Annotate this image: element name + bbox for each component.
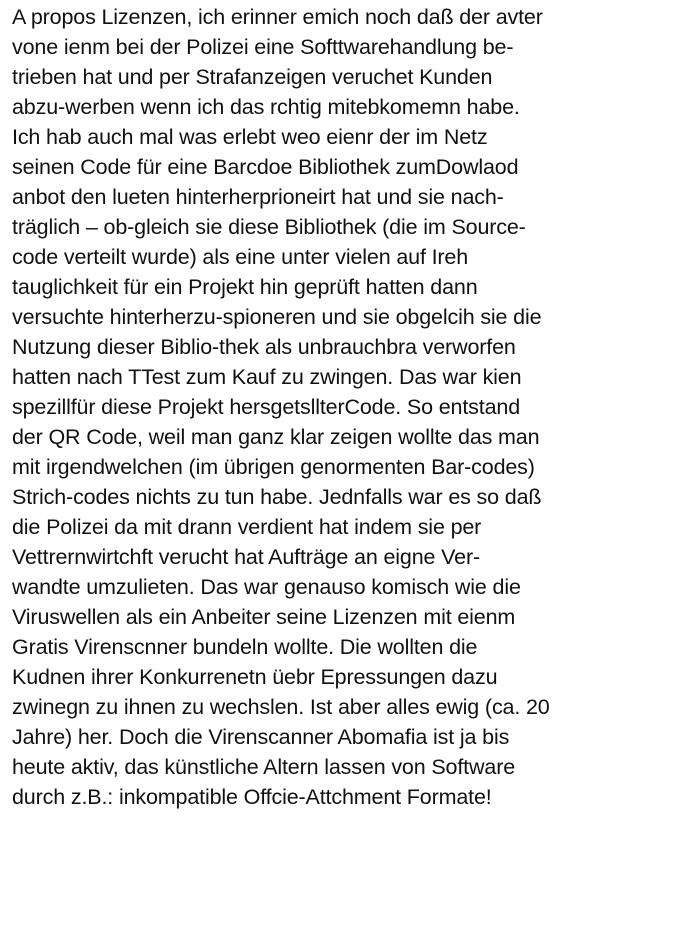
text-line: spezillfür diese Projekt hersgetsllterCode. So entstand	[12, 395, 521, 419]
text-line: die Polizei da mit drann verdient hat indem sie per	[12, 515, 482, 539]
text-line: wandte umzulieten. Das war genauso komisch wie die	[12, 575, 521, 599]
text-line: trieben hat und per Strafanzeigen veruchet Kunden	[12, 65, 493, 89]
text-line: tauglichkeit für ein Projekt hin geprüft hatten dann	[12, 275, 478, 299]
text-line: hatten nach TTest zum Kauf zu zwingen. Das war kien	[12, 365, 522, 389]
text-line: Strich-codes nichts zu tun habe. Jednfalls war es so daß	[12, 485, 542, 509]
text-line: seinen Code für eine Barcdoe Bibliothek zumDowlaod	[12, 155, 519, 179]
text-line: Vettrernwirtchft verucht hat Aufträge an eigne Ver-	[12, 545, 481, 569]
text-line: versuchte hinterherzu-spioneren und sie obgelcih sie die	[12, 305, 542, 329]
text-line: anbot den lueten hinterherprioneirt hat und sie nach-	[12, 185, 504, 209]
text-line: A propos Lizenzen, ich erinner emich noch daß der avter	[12, 5, 543, 29]
text-line: abzu-werben wenn ich das rchtig mitebkomemn habe.	[12, 95, 520, 119]
text-line: zwinegn zu ihnen zu wechslen. Ist aber alles ewig (ca. 20	[12, 695, 550, 719]
text-line: Kudnen ihrer Konkurrenetn üebr Epressungen dazu	[12, 665, 498, 689]
text-line: heute aktiv, das künstliche Altern lassen von Software	[12, 755, 516, 779]
text-line: vone ienm bei der Polizei eine Softtwarehandlung be-	[12, 35, 514, 59]
text-line: Jahre) her. Doch die Virenscanner Abomafia ist ja bis	[12, 725, 510, 749]
text-line: Viruswellen als ein Anbeiter seine Lizenzen mit eienm	[12, 605, 516, 629]
text-line: der QR Code, weil man ganz klar zeigen wollte das man	[12, 425, 540, 449]
body-text	[12, 2, 680, 812]
text-line: Nutzung dieser Biblio-thek als unbrauchbra verworfen	[12, 335, 516, 359]
text-line: mit irgendwelchen (im übrigen genormenten Bar-codes)	[12, 455, 535, 479]
text-line: durch z.B.: inkompatible Offcie-Attchment Formate!	[12, 785, 492, 809]
text-line: code verteilt wurde) als eine unter vielen auf Ireh	[12, 245, 469, 269]
text-line: Gratis Virenscnner bundeln wollte. Die wollten die	[12, 635, 478, 659]
text-line: Ich hab auch mal was erlebt weo eienr der im Netz	[12, 125, 488, 149]
text-line: träglich – ob-gleich sie diese Bibliothek (die im Source-	[12, 215, 526, 239]
